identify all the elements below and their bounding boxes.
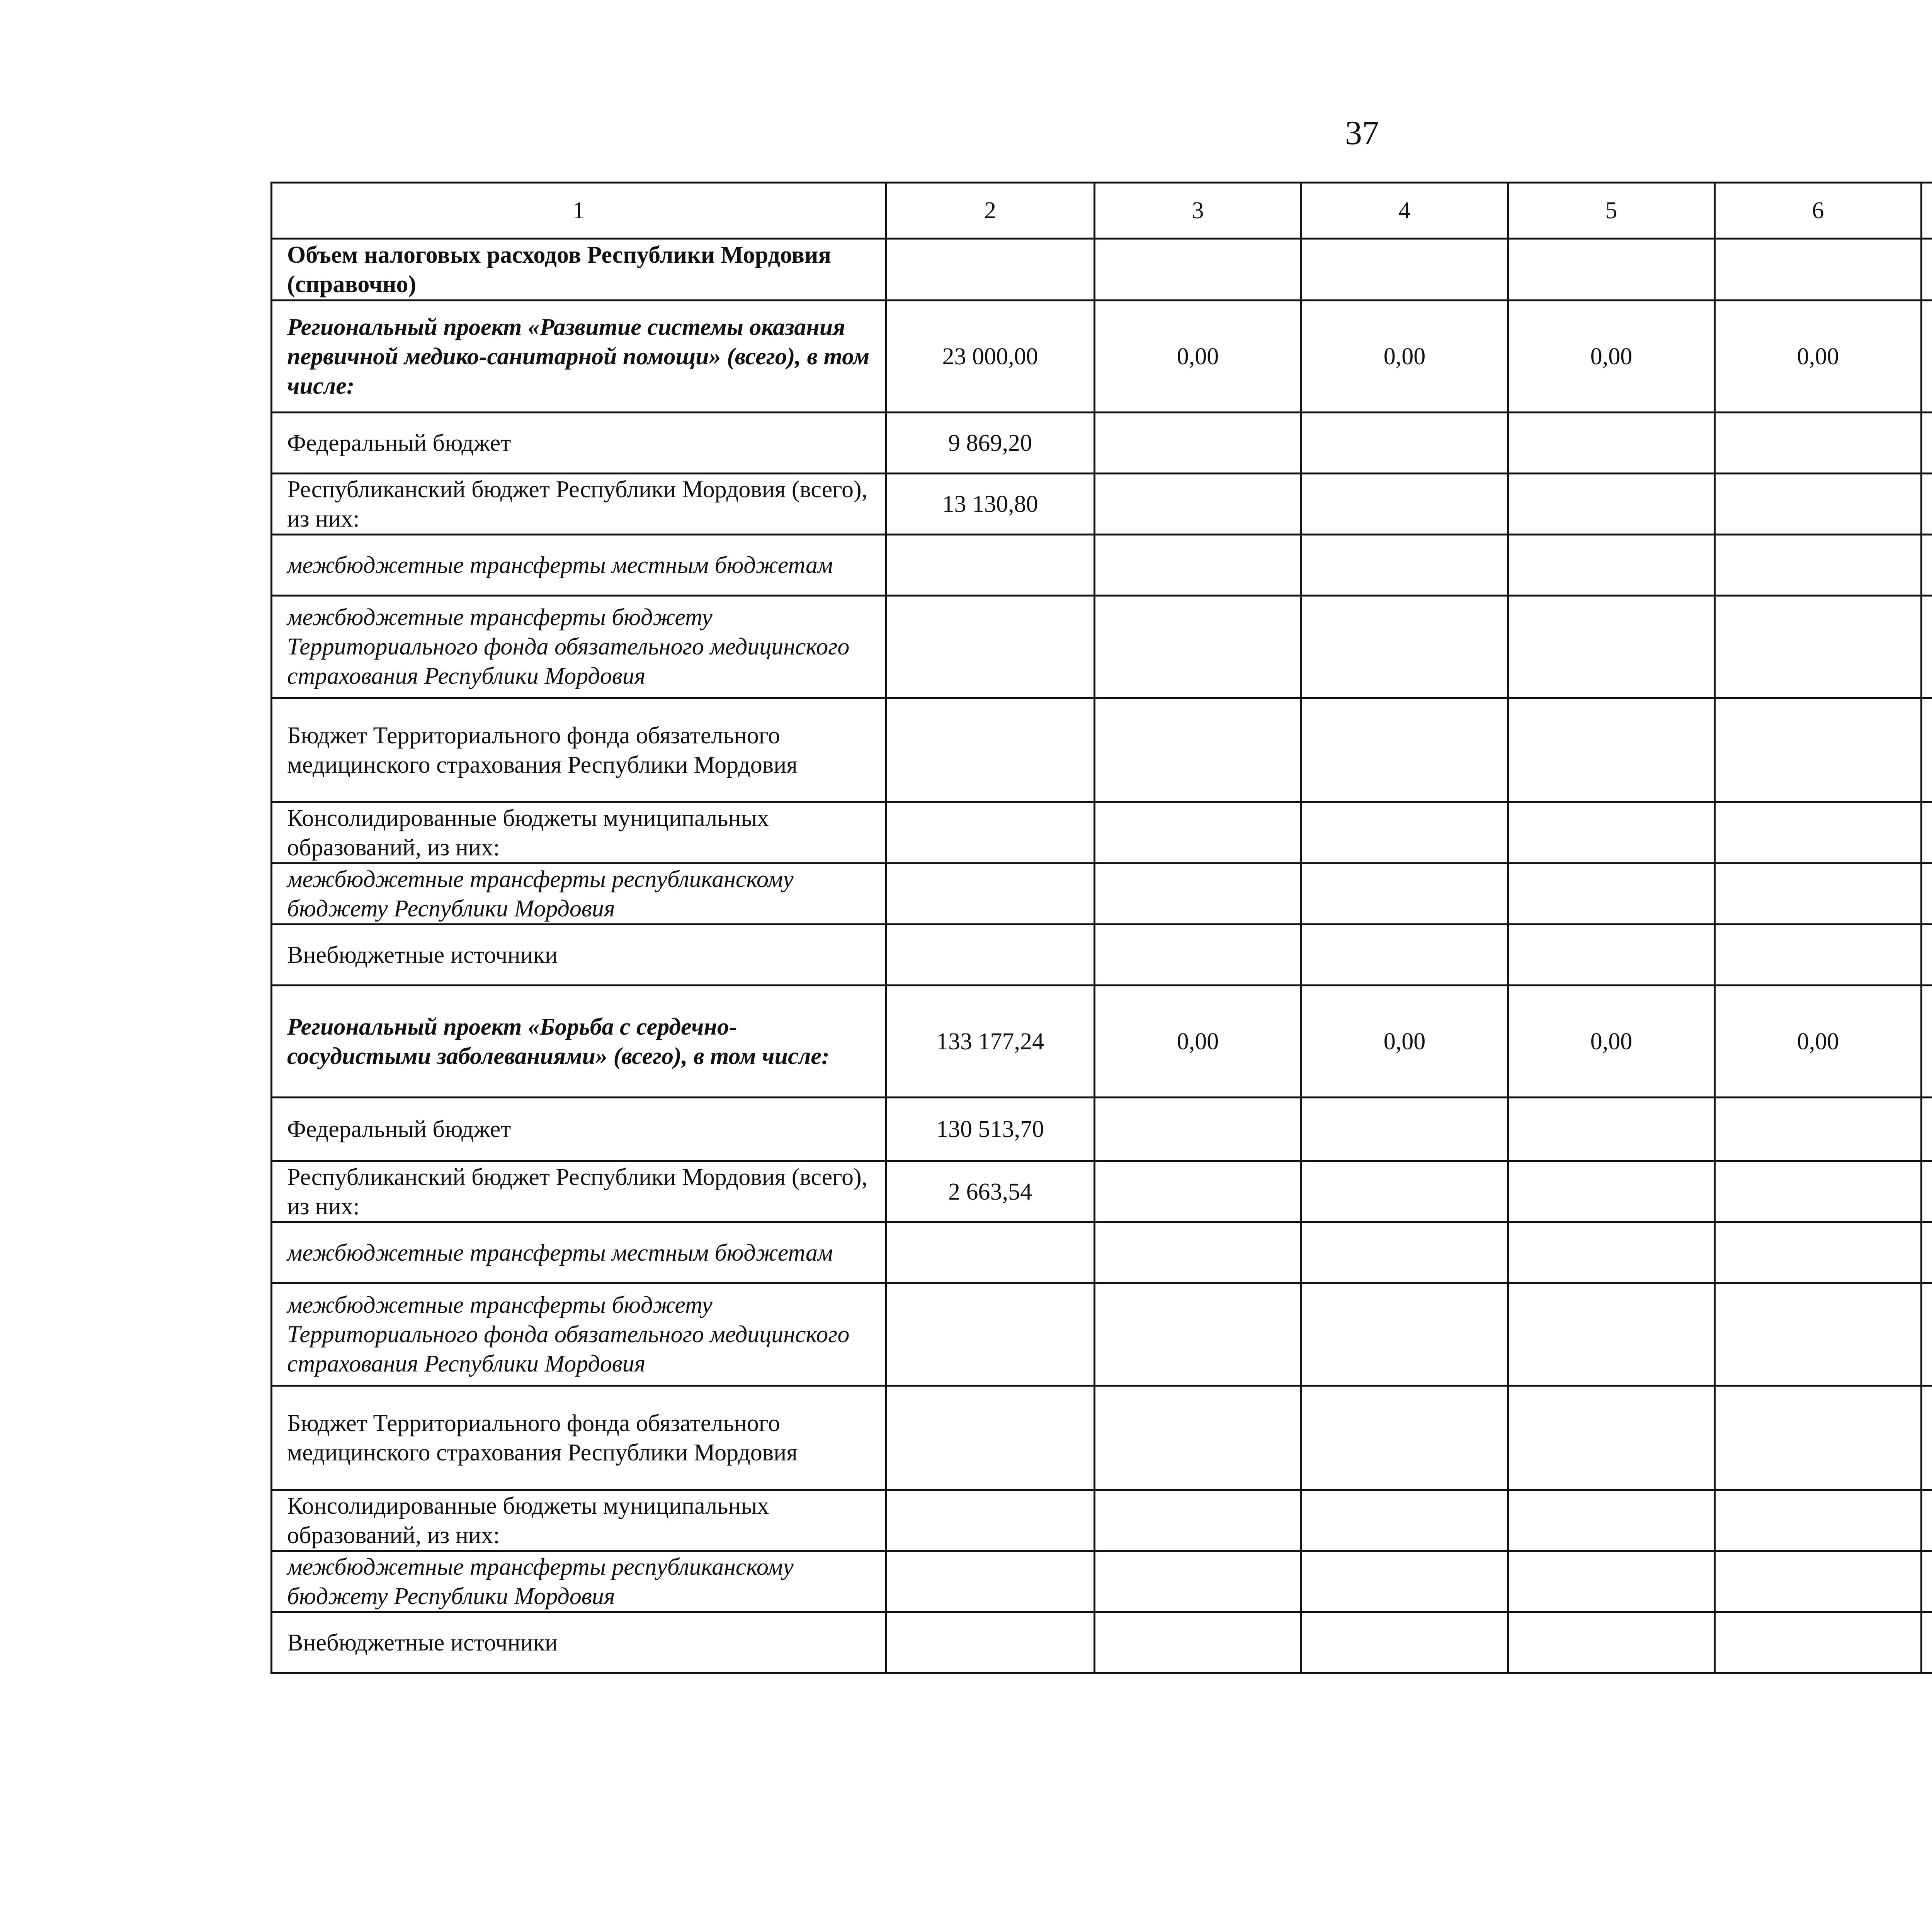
value-cell: [1301, 535, 1508, 596]
value-cell: [1922, 1222, 1932, 1283]
value-cell: [1095, 474, 1301, 535]
value-cell: [1715, 535, 1922, 596]
value-cell: [1508, 474, 1715, 535]
value-cell: [1301, 474, 1508, 535]
table-row: [272, 474, 1932, 535]
value-cell: [1301, 1222, 1508, 1283]
value-cell: [886, 802, 1095, 863]
value-cell: [1508, 1161, 1715, 1222]
row-label: Консолидированные бюджеты муниципальных образований, из них:: [272, 1490, 886, 1551]
value-cell: [886, 596, 1095, 698]
table-row: [272, 802, 1932, 863]
value-cell: [1715, 925, 1922, 986]
value-cell: [1715, 1222, 1922, 1283]
value-cell: [886, 1490, 1095, 1551]
value-cell: [1095, 1490, 1301, 1551]
value-cell: [1922, 1551, 1932, 1612]
column-header: 6: [1715, 183, 1922, 239]
value-cell: [1095, 1098, 1301, 1161]
value-cell: [1922, 1490, 1932, 1551]
table-row: [272, 535, 1932, 596]
column-header: 3: [1095, 183, 1301, 239]
value-cell: 13 130,80: [886, 474, 1095, 535]
value-cell: [1922, 986, 1932, 1098]
value-cell: [1508, 413, 1715, 474]
value-cell: 9 869,20: [886, 413, 1095, 474]
value-cell: [1922, 535, 1932, 596]
value-cell: [1301, 239, 1508, 301]
row-label: Внебюджетные источники: [272, 1612, 886, 1673]
value-cell: [886, 698, 1095, 802]
value-cell: [1095, 1551, 1301, 1612]
row-label: межбюджетные трансферты местным бюджетам: [272, 535, 886, 596]
value-cell: [1508, 535, 1715, 596]
table-row: [272, 1490, 1932, 1551]
value-cell: [1715, 802, 1922, 863]
value-cell: [1922, 1386, 1932, 1490]
value-cell: [1508, 802, 1715, 863]
value-cell: [1715, 863, 1922, 925]
value-cell: [1095, 802, 1301, 863]
row-label: межбюджетные трансферты местным бюджетам: [272, 1222, 886, 1283]
value-cell: [1508, 1222, 1715, 1283]
table-row: [272, 1161, 1932, 1222]
column-header: 4: [1301, 183, 1508, 239]
row-label: межбюджетные трансферты республиканскому бюджету Республики Мордовия: [272, 863, 886, 925]
value-cell: [1508, 1283, 1715, 1386]
value-cell: [1301, 802, 1508, 863]
table-row: [272, 1098, 1932, 1161]
value-cell: [1715, 239, 1922, 301]
value-cell: [1922, 1161, 1932, 1222]
value-cell: [1095, 1222, 1301, 1283]
row-label: Объем налоговых расходов Республики Мордовия (справочно): [272, 239, 886, 301]
row-label: Федеральный бюджет: [272, 1098, 886, 1161]
value-cell: [1301, 596, 1508, 698]
value-cell: [1301, 1490, 1508, 1551]
value-cell: [886, 863, 1095, 925]
value-cell: [1715, 474, 1922, 535]
page-number: 37: [1345, 114, 1379, 152]
table-row: [272, 413, 1932, 474]
value-cell: [886, 535, 1095, 596]
value-cell: [1095, 863, 1301, 925]
value-cell: [1095, 413, 1301, 474]
value-cell: [1095, 698, 1301, 802]
value-cell: [1095, 1386, 1301, 1490]
value-cell: [886, 925, 1095, 986]
value-cell: [886, 1612, 1095, 1673]
value-cell: [1922, 1283, 1932, 1386]
value-cell: [1922, 301, 1932, 413]
value-cell: [1715, 1161, 1922, 1222]
value-cell: [1715, 1612, 1922, 1673]
value-cell: [1301, 413, 1508, 474]
value-cell: [886, 1283, 1095, 1386]
value-cell: [1715, 1386, 1922, 1490]
value-cell: [1715, 1098, 1922, 1161]
column-number-row: [272, 183, 1932, 239]
table-row: [272, 1283, 1932, 1386]
value-cell: [1508, 698, 1715, 802]
row-label: межбюджетные трансферты бюджету Территориального фонда обязательного медицинского страхования Республики Мордовия: [272, 596, 886, 698]
row-label: межбюджетные трансферты республиканскому бюджету Республики Мордовия: [272, 1551, 886, 1612]
value-cell: [1715, 698, 1922, 802]
value-cell: [1301, 925, 1508, 986]
value-cell: [1922, 698, 1932, 802]
value-cell: [1715, 596, 1922, 698]
value-cell: [1301, 1612, 1508, 1673]
value-cell: [1508, 863, 1715, 925]
value-cell: [1922, 1098, 1932, 1161]
table-row: [272, 698, 1932, 802]
row-label: Республиканский бюджет Республики Мордовия (всего), из них:: [272, 474, 886, 535]
value-cell: [1922, 596, 1932, 698]
column-header: 1: [272, 183, 886, 239]
value-cell: 0,00: [1095, 986, 1301, 1098]
value-cell: [1508, 1612, 1715, 1673]
value-cell: [1508, 1098, 1715, 1161]
value-cell: [1301, 698, 1508, 802]
value-cell: [1095, 1161, 1301, 1222]
column-header: 5: [1508, 183, 1715, 239]
value-cell: [1508, 1490, 1715, 1551]
value-cell: [1508, 925, 1715, 986]
value-cell: 0,00: [1301, 301, 1508, 413]
value-cell: [1301, 863, 1508, 925]
table-row: [272, 301, 1932, 413]
row-label: межбюджетные трансферты бюджету Территориального фонда обязательного медицинского страхования Республики Мордовия: [272, 1283, 886, 1386]
table-row: [272, 239, 1932, 301]
row-label: Федеральный бюджет: [272, 413, 886, 474]
budget-table: [270, 182, 1932, 1674]
value-cell: [1922, 413, 1932, 474]
value-cell: [1095, 535, 1301, 596]
value-cell: 0,00: [1508, 986, 1715, 1098]
table-row: [272, 925, 1932, 986]
value-cell: 0,00: [1095, 301, 1301, 413]
table-body: [272, 183, 1932, 1673]
value-cell: [886, 1386, 1095, 1490]
value-cell: [1301, 1283, 1508, 1386]
row-label: Региональный проект «Борьба с сердечно-сосудистыми заболеваниями» (всего), в том числе:: [272, 986, 886, 1098]
column-header: 2: [886, 183, 1095, 239]
row-label: Региональный проект «Развитие системы оказания первичной медико-санитарной помощи» (всего), в том числе:: [272, 301, 886, 413]
value-cell: 130 513,70: [886, 1098, 1095, 1161]
value-cell: [1508, 239, 1715, 301]
value-cell: [1922, 1612, 1932, 1673]
table-row: [272, 596, 1932, 698]
value-cell: [1922, 474, 1932, 535]
row-label: Бюджет Территориального фонда обязательного медицинского страхования Республики Мордовия: [272, 698, 886, 802]
row-label: Консолидированные бюджеты муниципальных образований, из них:: [272, 802, 886, 863]
value-cell: 2 663,54: [886, 1161, 1095, 1222]
row-label: Республиканский бюджет Республики Мордовия (всего), из них:: [272, 1161, 886, 1222]
value-cell: [1095, 1283, 1301, 1386]
value-cell: [886, 1222, 1095, 1283]
value-cell: [1508, 1551, 1715, 1612]
row-label: Бюджет Территориального фонда обязательного медицинского страхования Республики Мордовия: [272, 1386, 886, 1490]
table-row: [272, 1222, 1932, 1283]
value-cell: [1922, 239, 1932, 301]
value-cell: [1301, 1386, 1508, 1490]
value-cell: [1715, 1551, 1922, 1612]
value-cell: 0,00: [1715, 986, 1922, 1098]
column-header: [1922, 183, 1932, 239]
value-cell: [1301, 1551, 1508, 1612]
value-cell: 0,00: [1715, 301, 1922, 413]
value-cell: [1095, 239, 1301, 301]
value-cell: [1095, 1612, 1301, 1673]
table-row: [272, 863, 1932, 925]
value-cell: [1095, 596, 1301, 698]
table-row: [272, 986, 1932, 1098]
table-row: [272, 1551, 1932, 1612]
value-cell: [1715, 1283, 1922, 1386]
value-cell: [1922, 802, 1932, 863]
value-cell: 23 000,00: [886, 301, 1095, 413]
value-cell: [1301, 1161, 1508, 1222]
value-cell: [1922, 925, 1932, 986]
value-cell: 133 177,24: [886, 986, 1095, 1098]
row-label: Внебюджетные источники: [272, 925, 886, 986]
value-cell: [1715, 413, 1922, 474]
value-cell: [886, 1551, 1095, 1612]
value-cell: 0,00: [1508, 301, 1715, 413]
value-cell: [1301, 1098, 1508, 1161]
value-cell: 0,00: [1301, 986, 1508, 1098]
value-cell: [886, 239, 1095, 301]
value-cell: [1922, 863, 1932, 925]
value-cell: [1508, 1386, 1715, 1490]
table-row: [272, 1612, 1932, 1673]
value-cell: [1095, 925, 1301, 986]
value-cell: [1715, 1490, 1922, 1551]
value-cell: [1508, 596, 1715, 698]
table-row: [272, 1386, 1932, 1490]
